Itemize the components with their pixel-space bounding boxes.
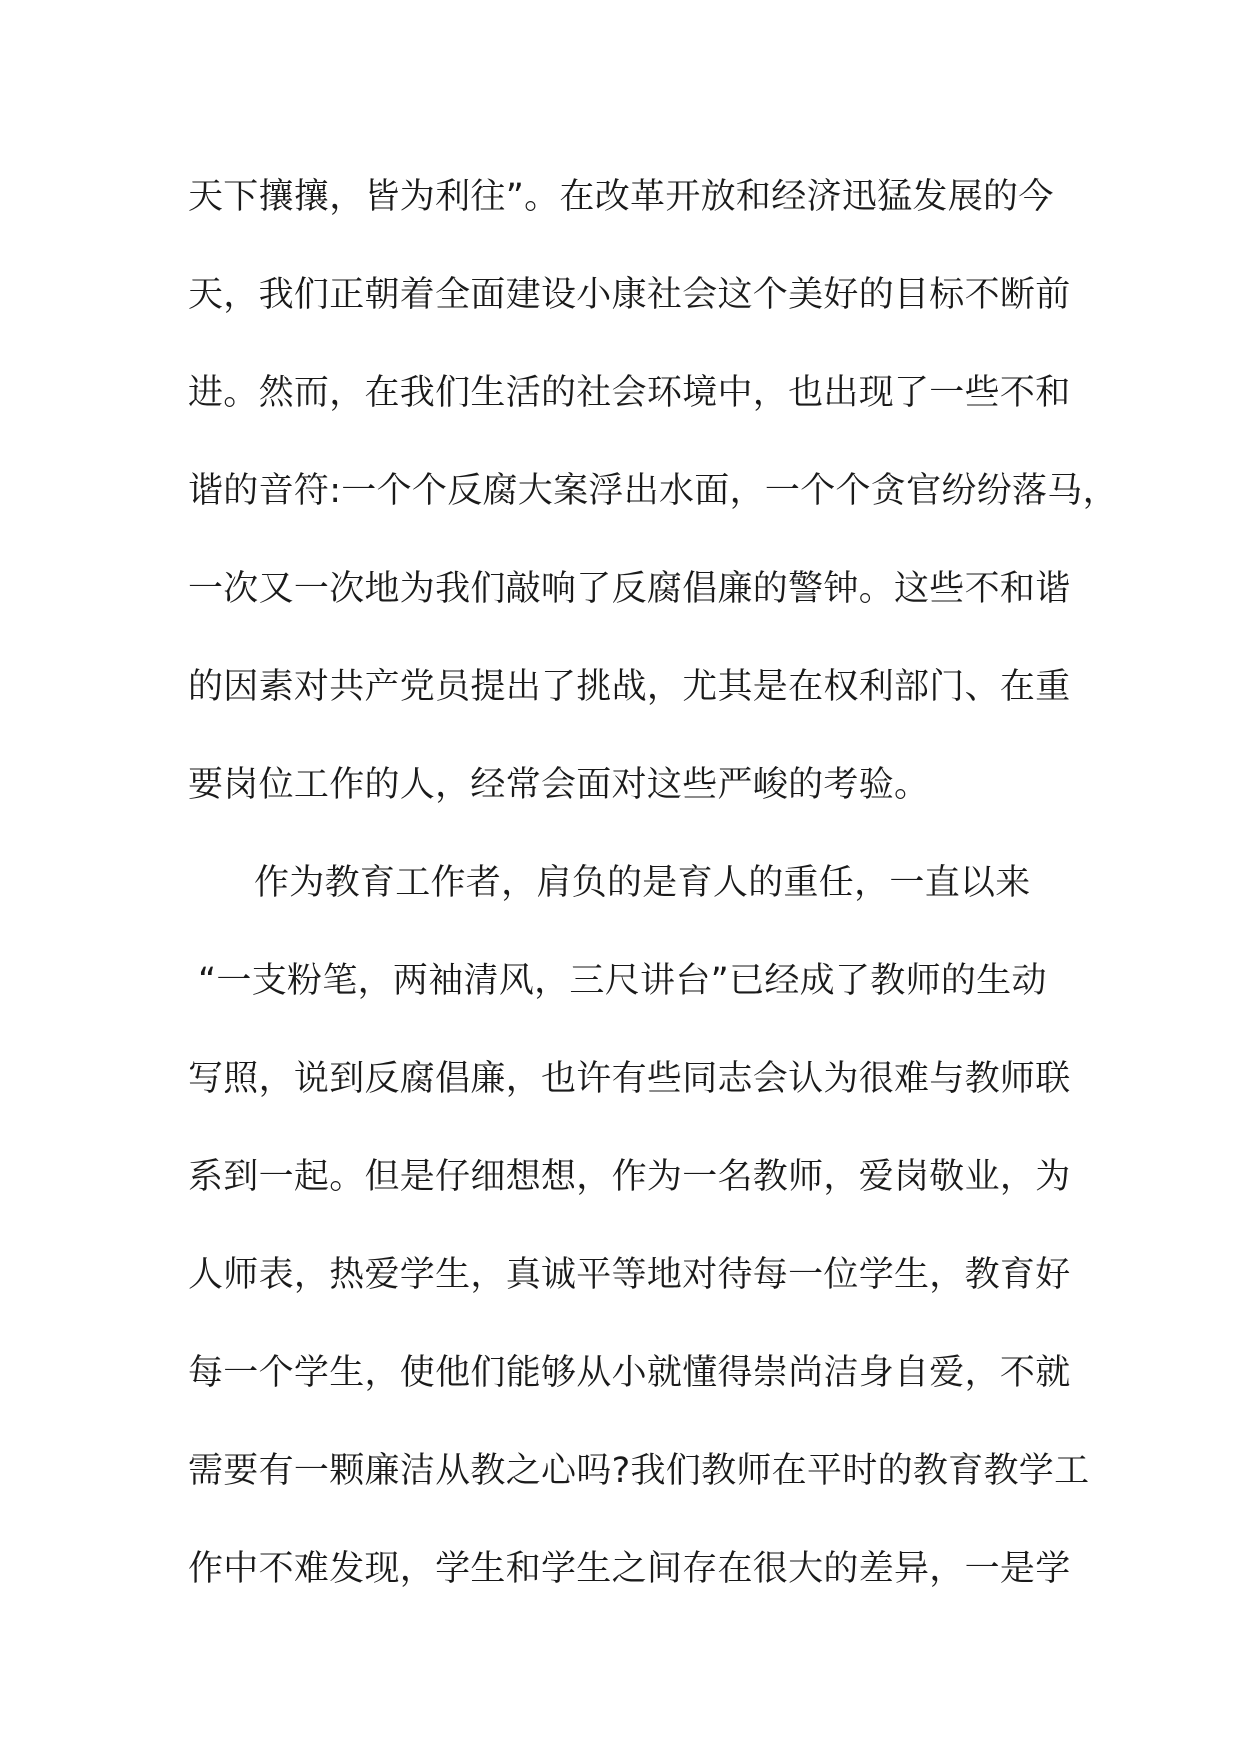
text-line: 天下攘攘，皆为利往”。在改革开放和经济迅猛发展的今 bbox=[188, 177, 1054, 217]
text-line: 系到一起。但是仔细想想，作为一名教师，爱岗敬业，为 bbox=[188, 1157, 1071, 1197]
text-line: 的因素对共产党员提出了挑战，尤其是在权利部门、在重 bbox=[188, 667, 1071, 707]
text-line: 每一个学生，使他们能够从小就懂得崇尚洁身自爱，不就 bbox=[188, 1353, 1071, 1393]
text-line: 一次又一次地为我们敲响了反腐倡廉的警钟。这些不和谐 bbox=[188, 569, 1071, 609]
text-line: 天，我们正朝着全面建设小康社会这个美好的目标不断前 bbox=[188, 275, 1071, 315]
text-line: “一支粉笔，两袖清风，三尺讲台”已经成了教师的生动 bbox=[198, 961, 1047, 1001]
paragraph-first-line: 作为教育工作者，肩负的是育人的重任，一直以来 bbox=[254, 863, 1031, 903]
text-line: 作中不难发现，学生和学生之间存在很大的差异，一是学 bbox=[188, 1549, 1071, 1589]
text-line: 写照，说到反腐倡廉，也许有些同志会认为很难与教师联 bbox=[188, 1059, 1071, 1099]
text-line: 需要有一颗廉洁从教之心吗?我们教师在平时的教育教学工 bbox=[188, 1451, 1090, 1491]
text-line: 要岗位工作的人，经常会面对这些严峻的考验。 bbox=[188, 765, 930, 805]
text-line: 人师表，热爱学生，真诚平等地对待每一位学生，教育好 bbox=[188, 1255, 1071, 1295]
text-line: 进。然而，在我们生活的社会环境中，也出现了一些不和 bbox=[188, 373, 1071, 413]
text-line: 谐的音符:一个个反腐大案浮出水面，一个个贪官纷纷落马， bbox=[188, 471, 1118, 511]
